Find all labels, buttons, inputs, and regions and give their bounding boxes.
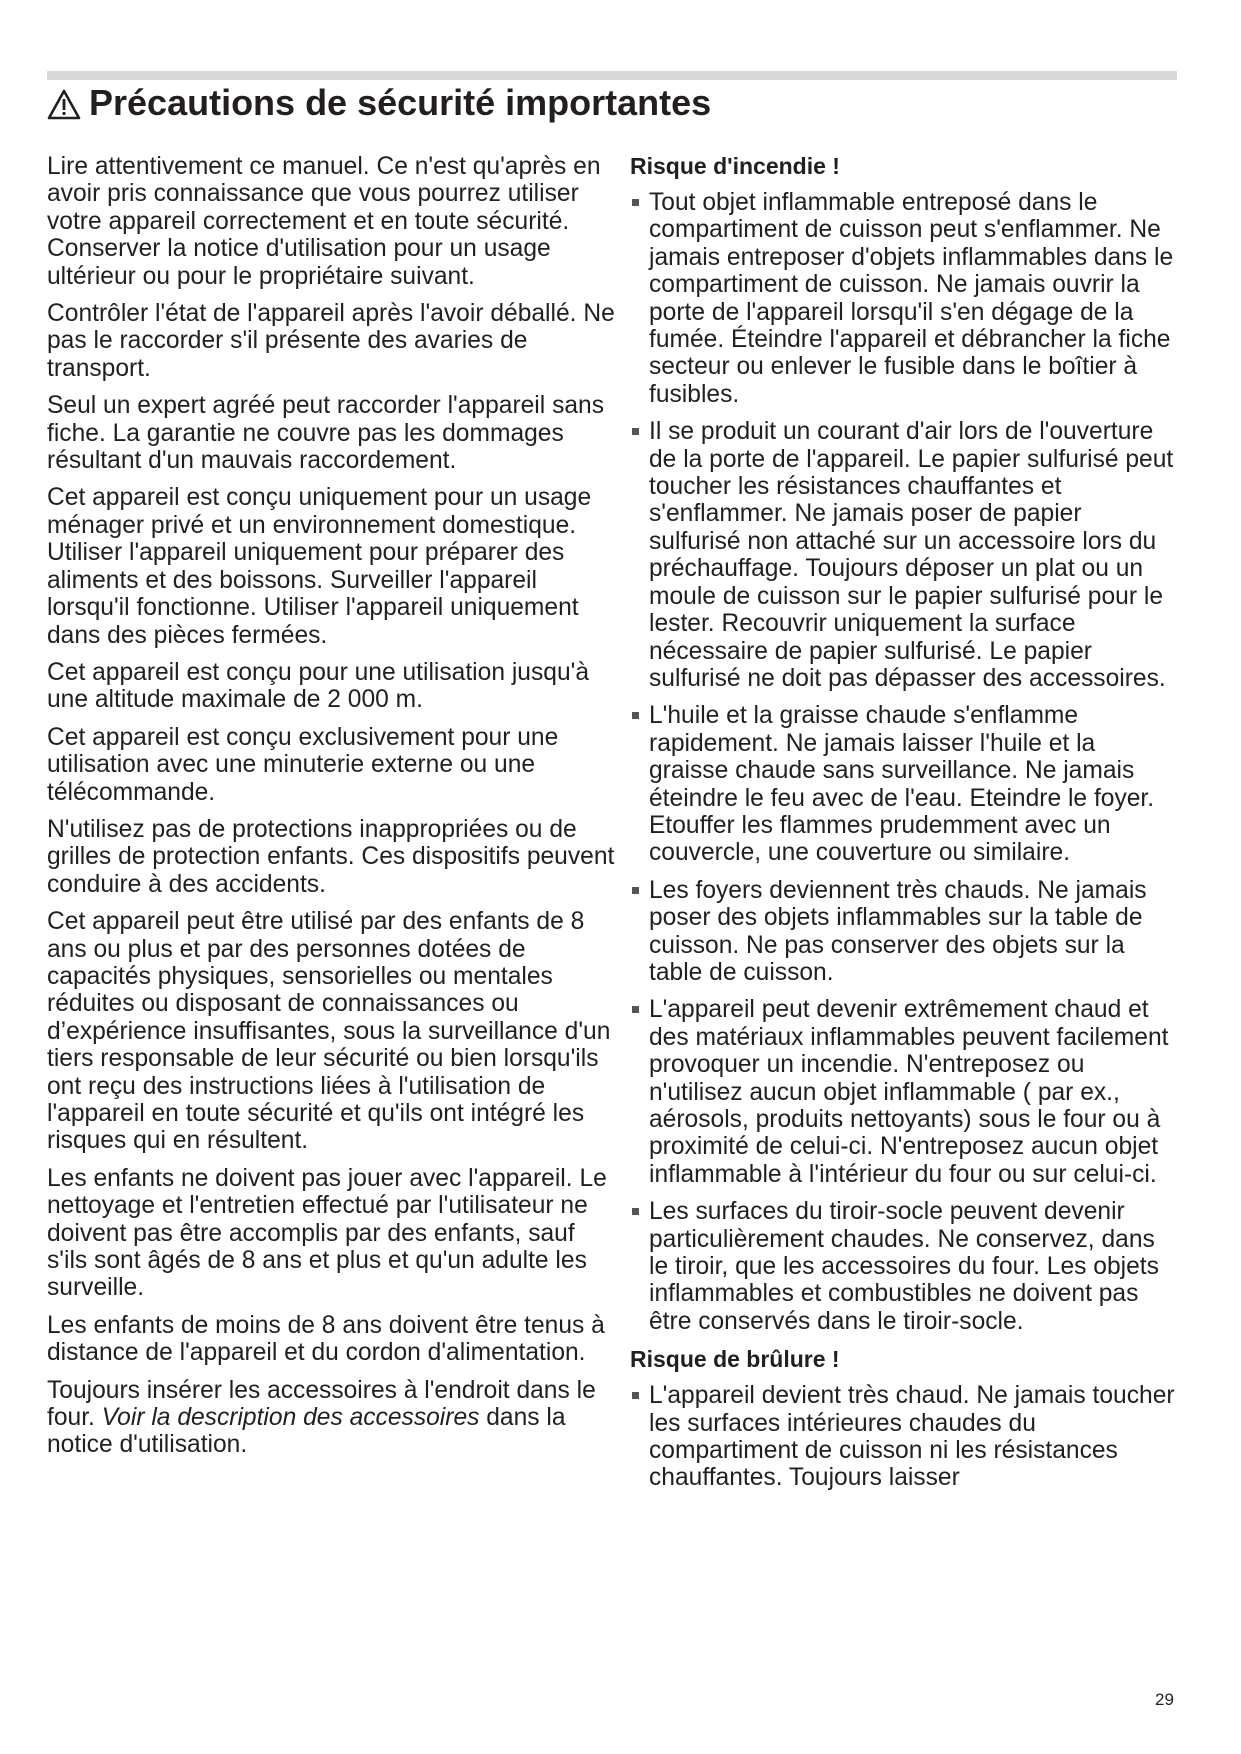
burn-risk-heading: Risque de brûlure !	[630, 1346, 840, 1373]
list-item	[630, 1382, 1178, 1492]
bullet-square-icon	[632, 887, 639, 894]
list-item	[630, 418, 1178, 692]
bullet-square-icon	[632, 199, 639, 206]
right-column	[630, 152, 1178, 1502]
paragraph: N'utilisez pas de protections inappropriées ou de grilles de protection enfants. Ces dispositifs peuvent conduire à des accidents.	[47, 815, 615, 898]
left-column	[47, 153, 617, 1469]
page-title-text: Précautions de sécurité importantes	[89, 82, 712, 123]
page-title	[47, 80, 711, 126]
list-item	[630, 189, 1178, 408]
list-item-text: L'appareil devient très chaud. Ne jamais toucher les surfaces intérieures chaudes du compartiment de cuisson ni les résistances chauffantes. Toujours laisser	[649, 1382, 1175, 1492]
list-item	[630, 702, 1178, 866]
paragraph: Cet appareil est conçu pour une utilisation jusqu'à une altitude maximale de 2 000 m.	[47, 658, 589, 714]
list-item-text: Il se produit un courant d'air lors de l'ouverture de la porte de l'appareil. Le papier sulfurisé peut toucher les résistances chauffantes et s'enflammer. Ne jamais poser de papier sulfurisé non attaché sur un accessoire lors du préchauffage. Toujours déposer un plat ou un moule de cuisson sur le papier sulfurisé pour le lester. Recouvrir uniquement la surface nécessaire de papier sulfurisé. Le papier sulfurisé ne doit pas dépasser des accessoires.	[649, 418, 1174, 692]
paragraph: Cet appareil peut être utilisé par des enfants de 8 ans ou plus et par des personnes dotées de capacités physiques, sensorielles ou mentales réduites ou disposant de connaissances ou d’expérience insuffisantes, sous la surveillance d'un tiers responsable de leur sécurité ou bien lorsqu'ils ont reçu des instructions liées à l'utilisation de l'appareil en toute sécurité et qu'ils ont intégré les risques qui en résultent.	[47, 908, 611, 1155]
list-item	[630, 996, 1178, 1188]
paragraph: Seul un expert agréé peut raccorder l'appareil sans fiche. La garantie ne couvre pas les dommages résultant d'un mauvais raccordement.	[47, 392, 605, 475]
text-run: dans la notice d'utilisation.	[47, 1404, 566, 1459]
list-item-text: Tout objet inflammable entreposé dans le compartiment de cuisson peut s'enflammer. Ne jamais entreposer d'objets inflammables dans le compartiment de cuisson. Ne jamais ouvrir la porte de l'appareil lorsqu'il s'en dégage de la fumée. Éteindre l'appareil et débrancher la fiche secteur ou enlever le fusible dans le boîtier à fusibles.	[649, 189, 1174, 408]
bullet-square-icon	[632, 1392, 639, 1399]
burn-risk-list	[630, 1382, 1178, 1492]
list-item-text: L'huile et la graisse chaude s'enflamme rapidement. Ne jamais laisser l'huile et la graisse chaude sans surveillance. Ne jamais éteindre le feu avec de l'eau. Eteindre le foyer. Etouffer les flammes prudemment avec un couvercle, une couverture ou similaire.	[649, 702, 1155, 867]
list-item-text: Les foyers deviennent très chauds. Ne jamais poser des objets inflammables sur la table de cuisson. Ne pas conserver des objets sur la table de cuisson.	[649, 876, 1147, 986]
bullet-square-icon	[632, 428, 639, 435]
list-item	[630, 1198, 1178, 1335]
paragraph: Les enfants ne doivent pas jouer avec l'appareil. Le nettoyage et l'entretien effectué par l'utilisateur ne doivent pas être accomplis par des enfants, sauf s'ils sont âgés de 8 ans et plus et qu'un adulte les surveille.	[47, 1164, 607, 1302]
text-run: Toujours insérer les accessoires à l'endroit dans le four.	[47, 1376, 596, 1432]
paragraph: Lire attentivement ce manuel. Ce n'est qu'après en avoir pris connaissance que vous pourrez utiliser votre appareil correctement et en toute sécurité. Conserver la notice d'utilisation pour un usage ultérieur ou pour le propriétaire suivant.	[47, 153, 601, 290]
bullet-square-icon	[632, 1006, 639, 1013]
list-item-text: L'appareil peut devenir extrêmement chaud et des matériaux inflammables peuvent facilement provoquer un incendie. N'entreposez ou n'utilisez aucun objet inflammable ( par ex., aérosols, produits nettoyants) sous le four ou à proximité de celui-ci. N'entreposez aucun objet inflammable à l'intérieur du four ou sur celui-ci.	[649, 996, 1169, 1188]
top-rule	[47, 71, 1177, 80]
fire-risk-list	[630, 189, 1178, 1335]
paragraph-accessories	[47, 1377, 617, 1459]
fire-risk-heading: Risque d'incendie !	[630, 153, 840, 179]
paragraph: Les enfants de moins de 8 ans doivent être tenus à distance de l'appareil et du cordon d'alimentation.	[47, 1311, 605, 1367]
paragraph: Cet appareil est conçu exclusivement pour une utilisation avec une minuterie externe ou une télécommande.	[47, 723, 559, 806]
italic-reference: Voir la description des accessoires	[101, 1404, 480, 1432]
bullet-square-icon	[632, 712, 639, 719]
bullet-square-icon	[632, 1208, 639, 1215]
warning-triangle-icon	[47, 89, 81, 120]
paragraph: Cet appareil est conçu uniquement pour un usage ménager privé et un environnement domestique. Utiliser l'appareil uniquement pour préparer des aliments et des boissons. Surveiller l'appareil lorsqu'il fonctionne. Utiliser l'appareil uniquement dans des pièces fermées.	[47, 484, 592, 649]
page-number: 29	[1155, 1690, 1174, 1709]
paragraph: Contrôler l'état de l'appareil après l'avoir déballé. Ne pas le raccorder s'il présente des avaries de transport.	[47, 300, 615, 382]
list-item-text: Les surfaces du tiroir-socle peuvent devenir particulièrement chaudes. Ne conservez, dans le tiroir, que les accessoires du four. Les objets inflammables et combustibles ne doivent pas être conservés dans le tiroir-socle.	[649, 1198, 1159, 1335]
list-item	[630, 877, 1178, 987]
